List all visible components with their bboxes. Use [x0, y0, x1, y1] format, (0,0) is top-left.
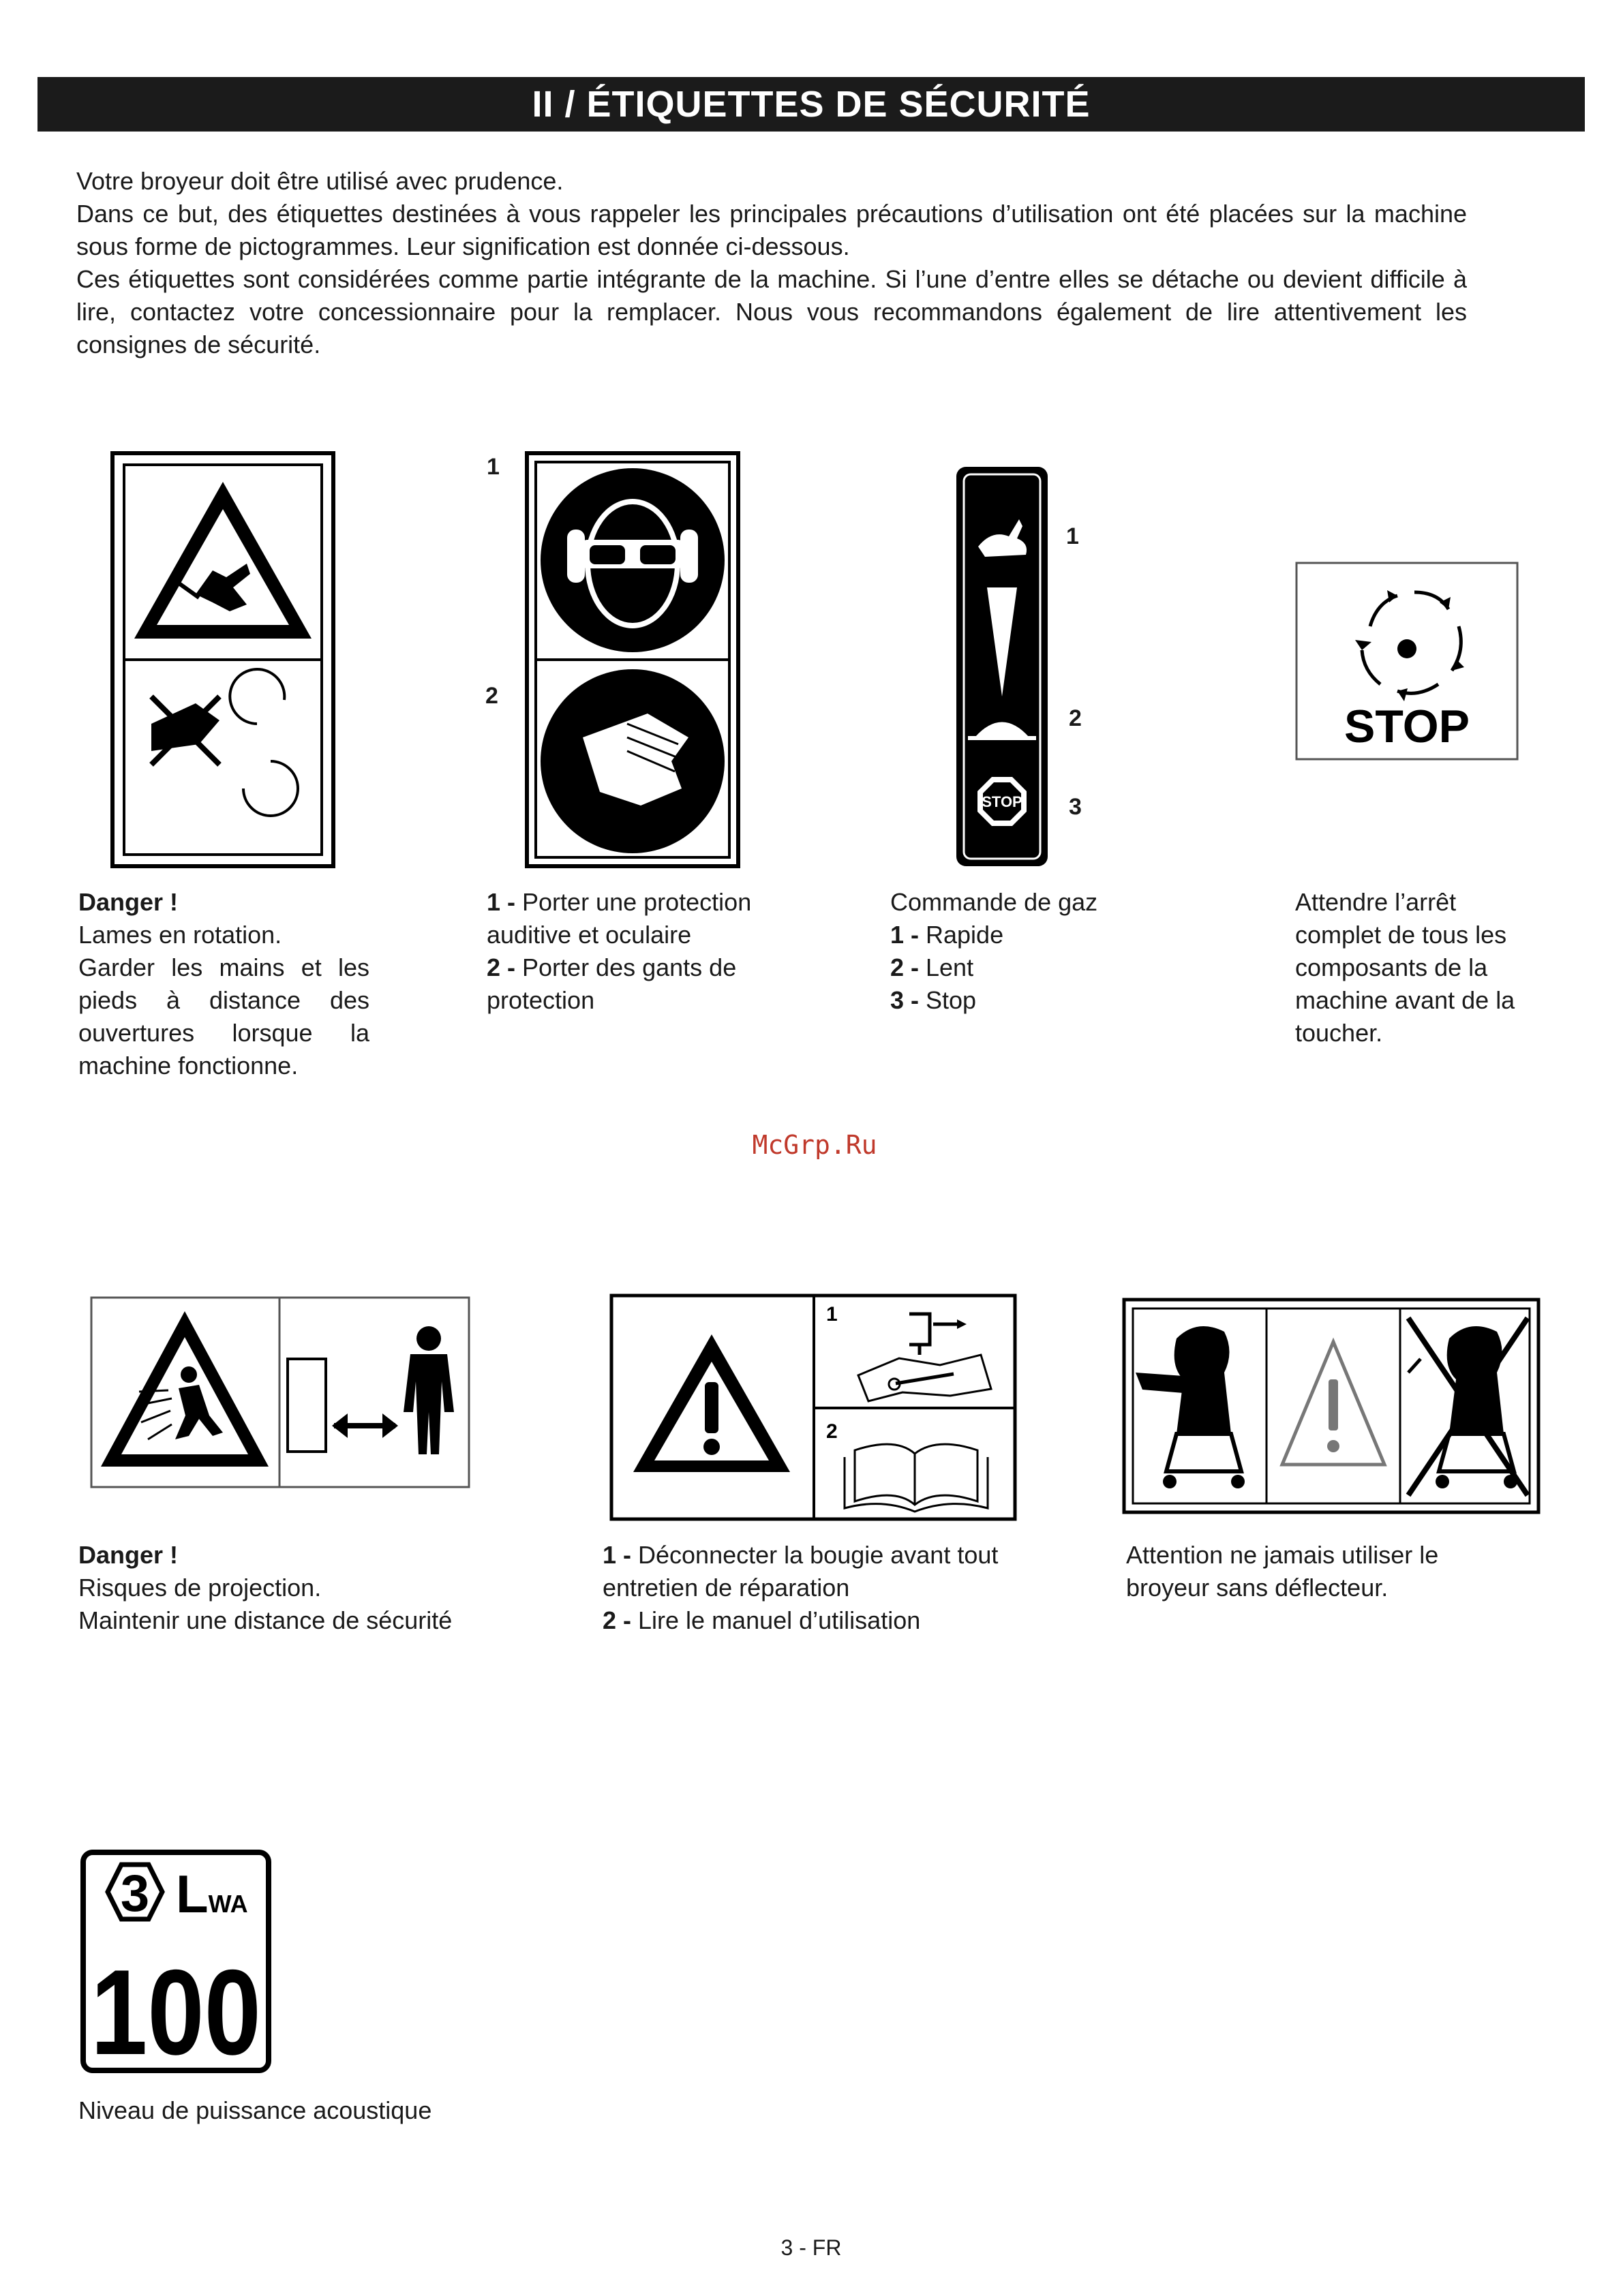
protection-item-2-text: Porter des gants de protection	[487, 953, 737, 1014]
protection-number-1: 1	[487, 454, 500, 480]
blades-line-1: Lames en rotation.	[78, 921, 282, 949]
maintenance-item-2-number: 2 -	[603, 1606, 632, 1634]
projection-line-1: Risques de projection.	[78, 1574, 322, 1602]
protection-item-1-number: 1 -	[487, 888, 516, 916]
throttle-item-3-number: 3 -	[890, 986, 920, 1014]
noise-value: 100	[91, 1944, 261, 2080]
noise-class-number: 3	[120, 1865, 150, 1923]
maintenance-number-2: 2	[826, 1420, 838, 1443]
throttle-number-3: 3	[1069, 794, 1082, 820]
intro-paragraph-1: Votre broyeur doit être utilisé avec prudence.	[76, 167, 564, 195]
maintenance-pictogram	[609, 1294, 1017, 1521]
projection-pictogram	[90, 1296, 470, 1488]
ppe-pictogram	[525, 451, 740, 868]
noise-text: Niveau de puissance acoustique	[78, 2096, 432, 2124]
throttle-item-3-text: Stop	[919, 986, 977, 1014]
noise-caption	[78, 2094, 515, 2127]
deflector-caption	[1126, 1539, 1508, 1604]
maintenance-caption	[603, 1539, 1012, 1637]
throttle-item-1-number: 1 -	[890, 921, 920, 949]
maintenance-number-1: 1	[826, 1303, 838, 1326]
wait-caption	[1295, 886, 1547, 1050]
protection-item-2-number: 2 -	[487, 953, 516, 981]
noise-level-pictogram	[80, 1850, 271, 2080]
throttle-number-1: 1	[1066, 523, 1079, 549]
maintenance-item-1-number: 1 -	[603, 1541, 632, 1569]
section-title: II / ÉTIQUETTES DE SÉCURITÉ	[37, 77, 1585, 132]
protection-number-2: 2	[485, 683, 498, 709]
maintenance-item-2-text: Lire le manuel d’utilisation	[631, 1606, 921, 1634]
intro-paragraph-3: Ces étiquettes sont considérées comme partie intégrante de la machine. Si l’une d’entre elles se détache ou devient difficile à lire, contactez votre concessionnaire pour la remplacer. Nous vous recommandons également de lire attentivement les consignes de sécurité.	[76, 265, 1467, 358]
throttle-pictogram	[954, 465, 1050, 868]
blades-caption	[78, 886, 369, 1082]
watermark: McGrp.Ru	[752, 1130, 877, 1160]
deflector-text: Attention ne jamais utiliser le broyeur sans déflecteur.	[1126, 1541, 1439, 1602]
maintenance-item-1-text: Déconnecter la bougie avant tout entretien de réparation	[603, 1541, 999, 1602]
throttle-number-2: 2	[1069, 705, 1082, 731]
throttle-item-2-text: Lent	[919, 953, 974, 981]
page-number: 3 - FR	[780, 2235, 842, 2260]
projection-line-2: Maintenir une distance de sécurité	[78, 1606, 453, 1634]
projection-caption	[78, 1539, 515, 1637]
projection-title: Danger !	[78, 1541, 179, 1569]
throttle-caption	[890, 886, 1177, 1017]
stop-rotation-pictogram	[1295, 562, 1519, 761]
throttle-item-1-text: Rapide	[919, 921, 1004, 949]
blades-line-2: Garder les mains et les pieds à distance des ouvertures lorsque la machine fonctionne.	[78, 953, 369, 1080]
intro-text	[76, 165, 1467, 361]
intro-paragraph-2: Dans ce but, des étiquettes destinées à vous rappeler les principales précautions d’utilisation ont été placées sur la machine sous forme de pictogrammes. Leur signification est donnée ci-dessous.	[76, 200, 1467, 260]
throttle-item-2-number: 2 -	[890, 953, 920, 981]
throttle-stop-sign-text: STOP	[982, 793, 1022, 810]
rotating-blades-pictogram	[110, 451, 335, 868]
blades-title: Danger !	[78, 888, 179, 916]
noise-lwa-symbol: LWA	[176, 1864, 248, 1924]
deflector-pictogram	[1122, 1298, 1541, 1514]
stop-pictogram-text: STOP	[1344, 701, 1470, 752]
throttle-title: Commande de gaz	[890, 888, 1098, 916]
protection-caption	[487, 886, 800, 1017]
wait-text: Attendre l’arrêt complet de tous les composants de la machine avant de la toucher.	[1295, 888, 1515, 1047]
protection-item-1-text: Porter une protection auditive et oculaire	[487, 888, 752, 949]
